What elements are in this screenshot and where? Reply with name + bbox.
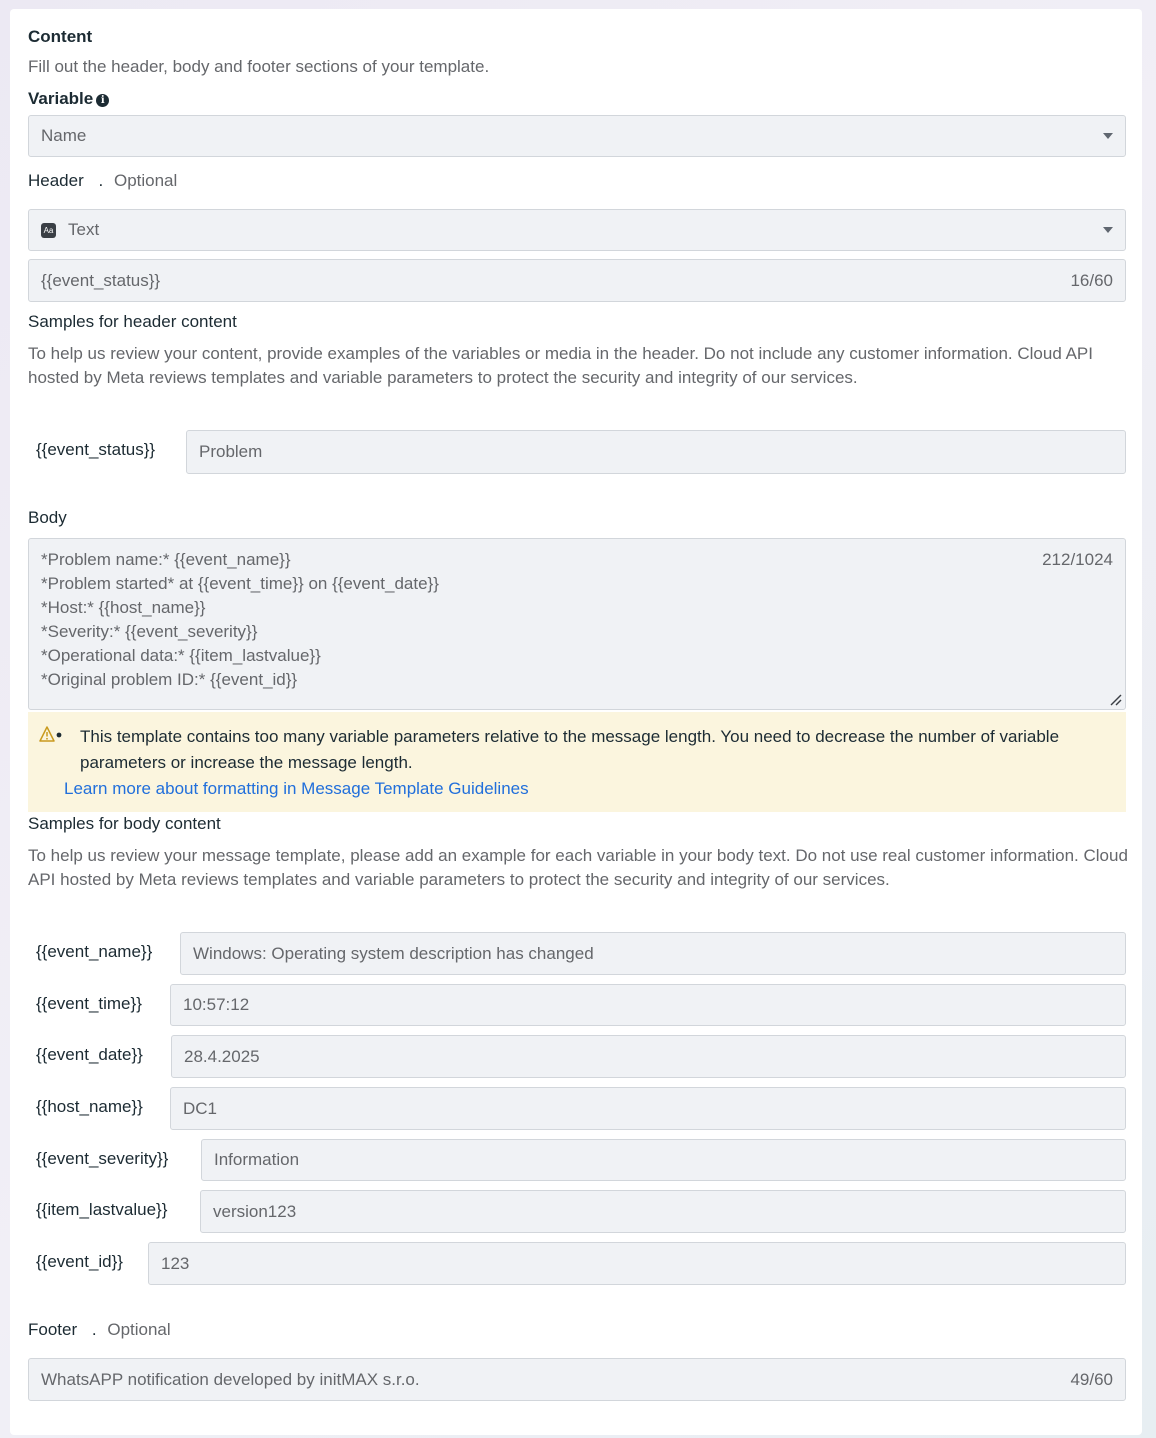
variable-select-value: Name (41, 126, 87, 145)
body-line: *Operational data:* {{item_lastvalue}} (41, 646, 321, 665)
body-sample-value: 10:57:12 (183, 995, 250, 1014)
header-text-input[interactable] (28, 259, 1126, 302)
footer-label: Footer (28, 1320, 78, 1339)
body-sample-input[interactable] (200, 1190, 1126, 1233)
body-sample-var-label: {{item_lastvalue}} (36, 1200, 168, 1219)
body-sample-value: Information (214, 1150, 300, 1169)
footer-text-value: WhatsAPP notification developed by initMAX s.r.o. (41, 1369, 420, 1389)
body-sample-value: version123 (213, 1201, 297, 1221)
variable-label-row (28, 89, 109, 109)
header-samples-title: Samples for header content (28, 312, 237, 331)
variable-select[interactable] (28, 115, 1126, 157)
body-sample-input[interactable] (180, 932, 1126, 975)
body-sample-var-label: {{event_severity}} (36, 1149, 169, 1168)
body-sample-input[interactable] (201, 1139, 1126, 1181)
header-type-select[interactable] (28, 209, 1126, 251)
variable-label: Variable (28, 89, 94, 108)
body-char-counter: 212/1024 (1042, 550, 1113, 569)
header-type-value: Text (68, 220, 100, 239)
header-label: Header (28, 171, 84, 190)
body-line: *Original problem ID:* {{event_id}} (41, 670, 298, 689)
body-line: *Problem started* at {{event_time}} on {{event_date}} (41, 574, 439, 593)
body-textarea[interactable] (28, 538, 1126, 710)
warning-icon (39, 726, 63, 744)
body-samples-help: To help us review your message template, please add an example for each variable in your body text. Do not use real customer information. Cloud API hosted by Meta reviews templates and variable parameters to protect the security and integrity of our services. (28, 846, 1128, 889)
body-sample-value: DC1 (183, 1098, 218, 1118)
body-warning-text: This template contains too many variable parameters relative to the message length. You need to decrease the number of variable parameters or increase the message length. (80, 727, 1060, 772)
body-sample-value: Windows: Operating system description has changed (193, 943, 594, 963)
header-dot: . (98, 171, 104, 190)
header-text-value: {{event_status}} (41, 270, 161, 290)
body-line: *Problem name:* {{event_name}} (41, 550, 291, 569)
body-sample-var-label: {{event_date}} (36, 1045, 143, 1064)
template-content-card (10, 9, 1142, 1435)
content-subtitle: Fill out the header, body and footer sections of your template. (28, 57, 490, 76)
body-sample-var-label: {{event_time}} (36, 994, 142, 1013)
body-sample-input[interactable] (170, 1087, 1126, 1130)
header-optional: Optional (113, 171, 178, 190)
body-sample-var-label: {{host_name}} (36, 1097, 143, 1116)
chevron-down-icon (1103, 133, 1113, 139)
header-label-row (28, 171, 177, 191)
body-line: *Host:* {{host_name}} (41, 598, 206, 617)
footer-text-input[interactable] (28, 1358, 1126, 1401)
header-sample-var-label: {{event_status}} (36, 440, 156, 459)
body-sample-var-label: {{event_id}} (36, 1252, 123, 1271)
resize-handle-icon[interactable] (1108, 692, 1122, 706)
body-sample-value: 28.4.2025 (184, 1046, 260, 1066)
body-samples-title: Samples for body content (28, 814, 221, 833)
header-sample-input[interactable] (186, 430, 1126, 474)
header-char-counter: 16/60 (1070, 270, 1113, 290)
chevron-down-icon (1103, 227, 1113, 233)
footer-label-row (28, 1320, 171, 1340)
template-guidelines-link[interactable]: Learn more about formatting in Message Template Guidelines (64, 779, 529, 798)
body-sample-input[interactable] (170, 984, 1126, 1026)
header-samples-help: To help us review your content, provide examples of the variables or media in the header. Do not include any customer information. Cloud API hosted by Meta reviews templates and variable parameters to protect the security and integrity of our services. (28, 344, 1093, 387)
header-sample-value: Problem (199, 442, 263, 461)
body-sample-value: 123 (161, 1253, 190, 1273)
body-warning-banner (28, 712, 1126, 812)
body-sample-input[interactable] (148, 1242, 1126, 1285)
info-icon[interactable]: i (96, 94, 109, 107)
footer-optional: Optional (107, 1320, 171, 1339)
body-line: *Severity:* {{event_severity}} (41, 622, 258, 641)
body-label: Body (28, 508, 67, 527)
text-format-icon: Aa (41, 223, 56, 238)
footer-dot: . (91, 1320, 97, 1339)
body-sample-var-label: {{event_name}} (36, 942, 153, 961)
body-sample-input[interactable] (171, 1035, 1126, 1078)
content-title: Content (28, 27, 93, 46)
footer-char-counter: 49/60 (1070, 1369, 1113, 1389)
